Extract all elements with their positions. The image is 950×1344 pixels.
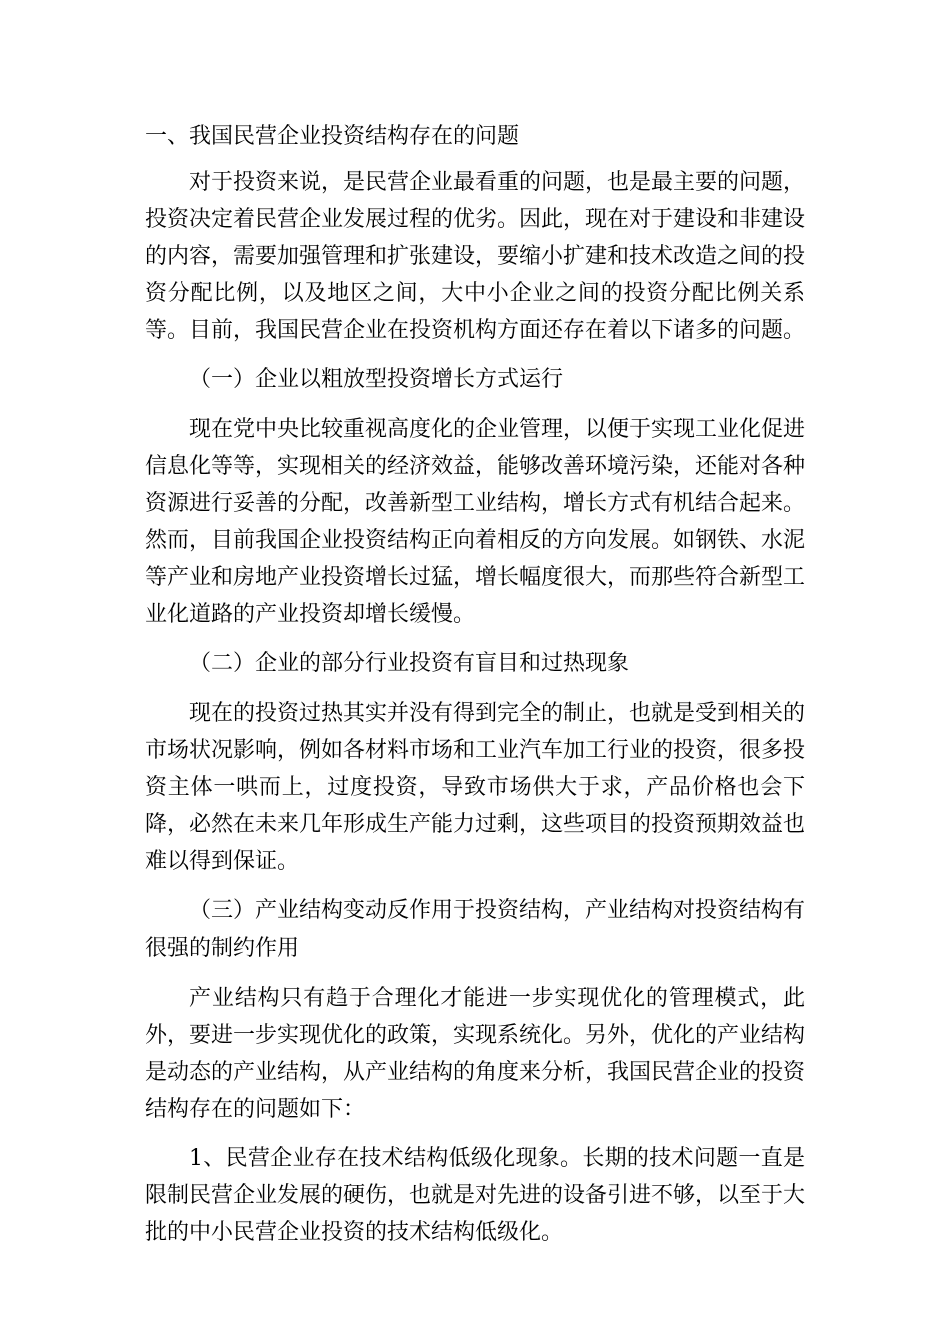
subsection-heading-2: （二）企业的部分行业投资有盲目和过热现象 <box>189 651 630 676</box>
section-heading: 一、我国民营企业投资结构存在的问题 <box>145 124 520 149</box>
paragraph-technology-structure: 1、民营企业存在技术结构低级化现象。长期的技术问题一直是限制民营企业发展的硬伤，也就是对先进的设备引进不够，以至于大批的中小民营企业投资的技术结构低级化。 <box>145 1146 806 1245</box>
intro-paragraph: 对于投资来说，是民营企业最看重的问题，也是最主要的问题，投资决定着民营企业发展过程的优劣。因此，现在对于建设和非建设的内容，需要加强管理和扩张建设，要缩小扩建和技术改造之间的投资分配比例，以及地区之间，大中小企业之间的投资分配比例关系等。目前，我国民营企业在投资机构方面还存在着以下诸多的问题。 <box>145 170 806 343</box>
paragraph-overheating: 现在的投资过热其实并没有得到完全的制止，也就是受到相关的市场状况影响，例如各材料市场和工业汽车加工行业的投资，很多投资主体一哄而上，过度投资，导致市场供大于求，产品价格也会下降，必然在未来几年形成生产能力过剩，这些项目的投资预期效益也难以得到保证。 <box>145 701 806 874</box>
document-body <box>145 118 805 1263</box>
subsection-heading-1: （一）企业以粗放型投资增长方式运行 <box>189 367 564 392</box>
paragraph-industrial-structure: 产业结构只有趋于合理化才能进一步实现优化的管理模式，此外，要进一步实现优化的政策，实现系统化。另外，优化的产业结构是动态的产业结构，从产业结构的角度来分析，我国民营企业的投资结构存在的问题如下： <box>145 986 806 1122</box>
paragraph-extensive-growth: 现在党中央比较重视高度化的企业管理，以便于实现工业化促进信息化等等，实现相关的经济效益，能够改善环境污染，还能对各种资源进行妥善的分配，改善新型工业结构，增长方式有机结合起来。然而，目前我国企业投资结构正向着相反的方向发展。如钢铁、水泥等产业和房地产业投资增长过猛，增长幅度很大，而那些符合新型工业化道路的产业投资却增长缓慢。 <box>145 417 806 627</box>
subsection-heading-3: （三）产业结构变动反作用于投资结构，产业结构对投资结构有很强的制约作用 <box>145 898 806 961</box>
